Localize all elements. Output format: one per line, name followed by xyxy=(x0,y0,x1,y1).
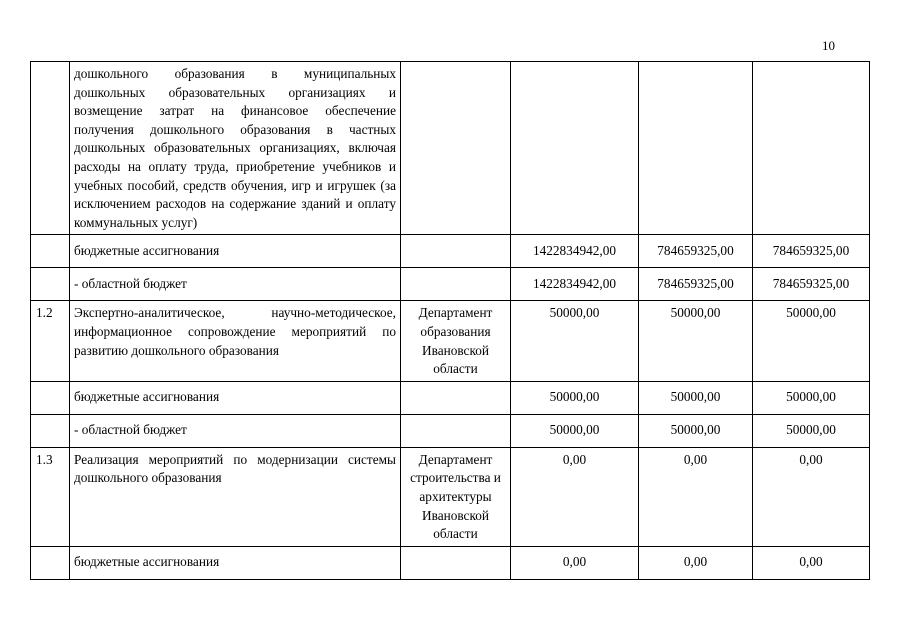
row-number xyxy=(31,414,70,447)
row-executor xyxy=(401,546,511,579)
row-value-2: 784659325,00 xyxy=(639,268,753,301)
row-name: - областной бюджет xyxy=(70,414,401,447)
row-name: дошкольного образования в муниципальных дошкольных образовательных организациях и возмещение затрат на финансовое обеспечение получения дошкольного образования в частных дошкольных образовательных организациях, включая расходы на оплату труда, приобретение учебников и учебных пособий, средств обучения, игр и игрушек (за исключением расходов на содержание зданий и оплату коммунальных услуг) xyxy=(70,62,401,235)
row-executor xyxy=(401,62,511,235)
row-value-3: 50000,00 xyxy=(753,301,870,381)
row-number: 1.3 xyxy=(31,447,70,546)
row-value-3: 0,00 xyxy=(753,447,870,546)
row-number xyxy=(31,546,70,579)
row-name: бюджетные ассигнования xyxy=(70,546,401,579)
row-value-1: 50000,00 xyxy=(511,381,639,414)
row-name: Экспертно-аналитическое, научно-методическое, информационное сопровождение мероприятий по развитию дошкольного образования xyxy=(70,301,401,381)
row-value-2: 50000,00 xyxy=(639,414,753,447)
table-row xyxy=(31,546,870,579)
row-value-1: 1422834942,00 xyxy=(511,268,639,301)
row-value-2: 50000,00 xyxy=(639,381,753,414)
row-value-1: 0,00 xyxy=(511,546,639,579)
row-value-3: 0,00 xyxy=(753,546,870,579)
row-number: 1.2 xyxy=(31,301,70,381)
table-row xyxy=(31,235,870,268)
row-executor: Департамент строительства и архитектуры Ивановской области xyxy=(401,447,511,546)
row-executor xyxy=(401,381,511,414)
row-number xyxy=(31,381,70,414)
table-row xyxy=(31,268,870,301)
row-value-2: 0,00 xyxy=(639,546,753,579)
row-value-1: 50000,00 xyxy=(511,414,639,447)
row-value-1: 0,00 xyxy=(511,447,639,546)
row-number xyxy=(31,62,70,235)
row-value-3: 784659325,00 xyxy=(753,268,870,301)
row-name: - областной бюджет xyxy=(70,268,401,301)
row-value-3: 50000,00 xyxy=(753,381,870,414)
row-name: бюджетные ассигнования xyxy=(70,381,401,414)
table-row xyxy=(31,62,870,235)
row-value-3: 50000,00 xyxy=(753,414,870,447)
table-row xyxy=(31,414,870,447)
table-row xyxy=(31,447,870,546)
row-value-1: 1422834942,00 xyxy=(511,235,639,268)
row-value-2: 0,00 xyxy=(639,447,753,546)
row-executor xyxy=(401,414,511,447)
page-number: 10 xyxy=(822,38,835,53)
row-value-2: 50000,00 xyxy=(639,301,753,381)
row-executor xyxy=(401,268,511,301)
row-value-2 xyxy=(639,62,753,235)
program-table xyxy=(30,61,870,580)
row-executor: Департамент образования Ивановской области xyxy=(401,301,511,381)
row-name: бюджетные ассигнования xyxy=(70,235,401,268)
table-row xyxy=(31,381,870,414)
table-row xyxy=(31,301,870,381)
row-value-1 xyxy=(511,62,639,235)
row-number xyxy=(31,235,70,268)
row-name: Реализация мероприятий по модернизации системы дошкольного образования xyxy=(70,447,401,546)
row-executor xyxy=(401,235,511,268)
row-number xyxy=(31,268,70,301)
row-value-1: 50000,00 xyxy=(511,301,639,381)
row-value-3 xyxy=(753,62,870,235)
row-value-3: 784659325,00 xyxy=(753,235,870,268)
row-value-2: 784659325,00 xyxy=(639,235,753,268)
